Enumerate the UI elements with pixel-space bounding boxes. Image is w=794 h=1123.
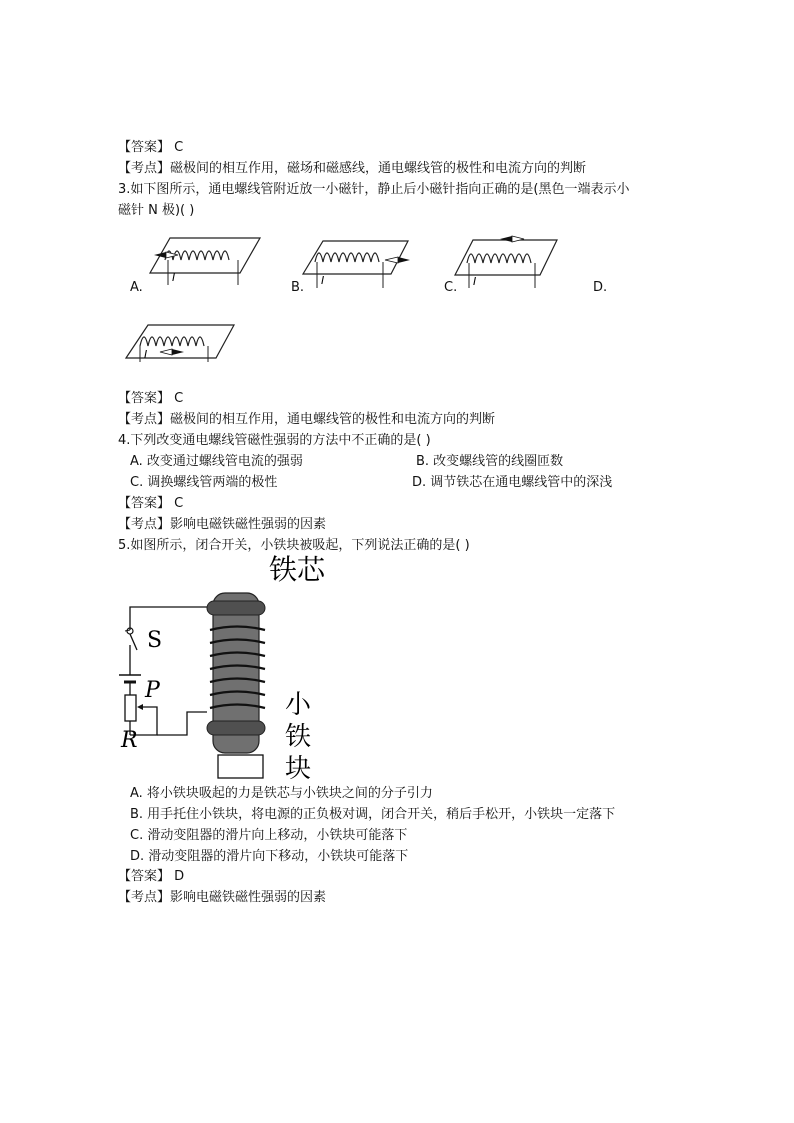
block-label-1: 小 xyxy=(285,690,312,720)
q3-answer: 【答案】 C xyxy=(118,391,184,406)
current-label: I xyxy=(321,274,325,287)
q2-answer: 【答案】 C xyxy=(118,140,184,155)
q3-figure-d xyxy=(126,322,238,367)
q3-stem-line1: 3.如下图所示，通电螺线管附近放一小磁针，静止后小磁针指向正确的是(黑色一端表示小 xyxy=(118,182,630,197)
q3-figure-c xyxy=(455,233,565,293)
switch-label: S xyxy=(147,628,163,653)
q5-stem: 5.如图所示，闭合开关，小铁块被吸起，下列说法正确的是( ) xyxy=(118,538,470,553)
q4-knowledge-point: 【考点】影响电磁铁磁性强弱的因素 xyxy=(118,517,327,532)
q4-answer: 【答案】 C xyxy=(118,496,184,511)
q4-stem: 4.下列改变通电螺线管磁性强弱的方法中不正确的是( ) xyxy=(118,433,431,448)
block-label-3: 块 xyxy=(285,754,312,784)
q3-option-c[interactable]: C. xyxy=(444,280,458,295)
q2-knowledge-point: 【考点】磁极间的相互作用，磁场和磁感线，通电螺线管的极性和电流方向的判断 xyxy=(118,161,587,176)
q5-option-c[interactable]: C. 滑动变阻器的滑片向上移动，小铁块可能落下 xyxy=(130,828,408,843)
q3-option-a[interactable]: A. xyxy=(130,280,143,295)
q3-figure-b xyxy=(303,238,418,293)
q3-option-d[interactable]: D. xyxy=(593,280,608,295)
q5-knowledge-point: 【考点】影响电磁铁磁性强弱的因素 xyxy=(118,890,327,905)
q5-option-b[interactable]: B. 用手托住小铁块，将电源的正负极对调，闭合开关，稍后手松开，小铁块一定落下 xyxy=(130,807,616,822)
q5-answer: 【答案】 D xyxy=(118,869,185,884)
current-label: I xyxy=(144,348,148,361)
q3-option-b[interactable]: B. xyxy=(291,280,305,295)
q4-option-a[interactable]: A. 改变通过螺线管电流的强弱 xyxy=(130,454,303,469)
current-label: I xyxy=(172,271,176,284)
q3-knowledge-point: 【考点】磁极间的相互作用，通电螺线管的极性和电流方向的判断 xyxy=(118,412,496,427)
q3-stem-line2: 磁针 N 极)( ) xyxy=(118,203,195,218)
q4-option-b[interactable]: B. 改变螺线管的线圈匝数 xyxy=(416,454,564,469)
q5-electromagnet-figure xyxy=(115,555,335,785)
resistor-label: R xyxy=(121,728,138,753)
block-label-2: 铁 xyxy=(285,722,312,752)
core-label: 铁芯 xyxy=(269,553,326,586)
q4-option-c[interactable]: C. 调换螺线管两端的极性 xyxy=(130,475,278,490)
q4-option-d[interactable]: D. 调节铁芯在通电螺线管中的深浅 xyxy=(412,475,613,490)
q5-option-d[interactable]: D. 滑动变阻器的滑片向下移动，小铁块可能落下 xyxy=(130,849,409,864)
current-label: I xyxy=(473,275,477,288)
q3-figure-a xyxy=(150,233,265,293)
q5-option-a[interactable]: A. 将小铁块吸起的力是铁芯与小铁块之间的分子引力 xyxy=(130,786,433,801)
slider-label: P xyxy=(145,678,160,703)
